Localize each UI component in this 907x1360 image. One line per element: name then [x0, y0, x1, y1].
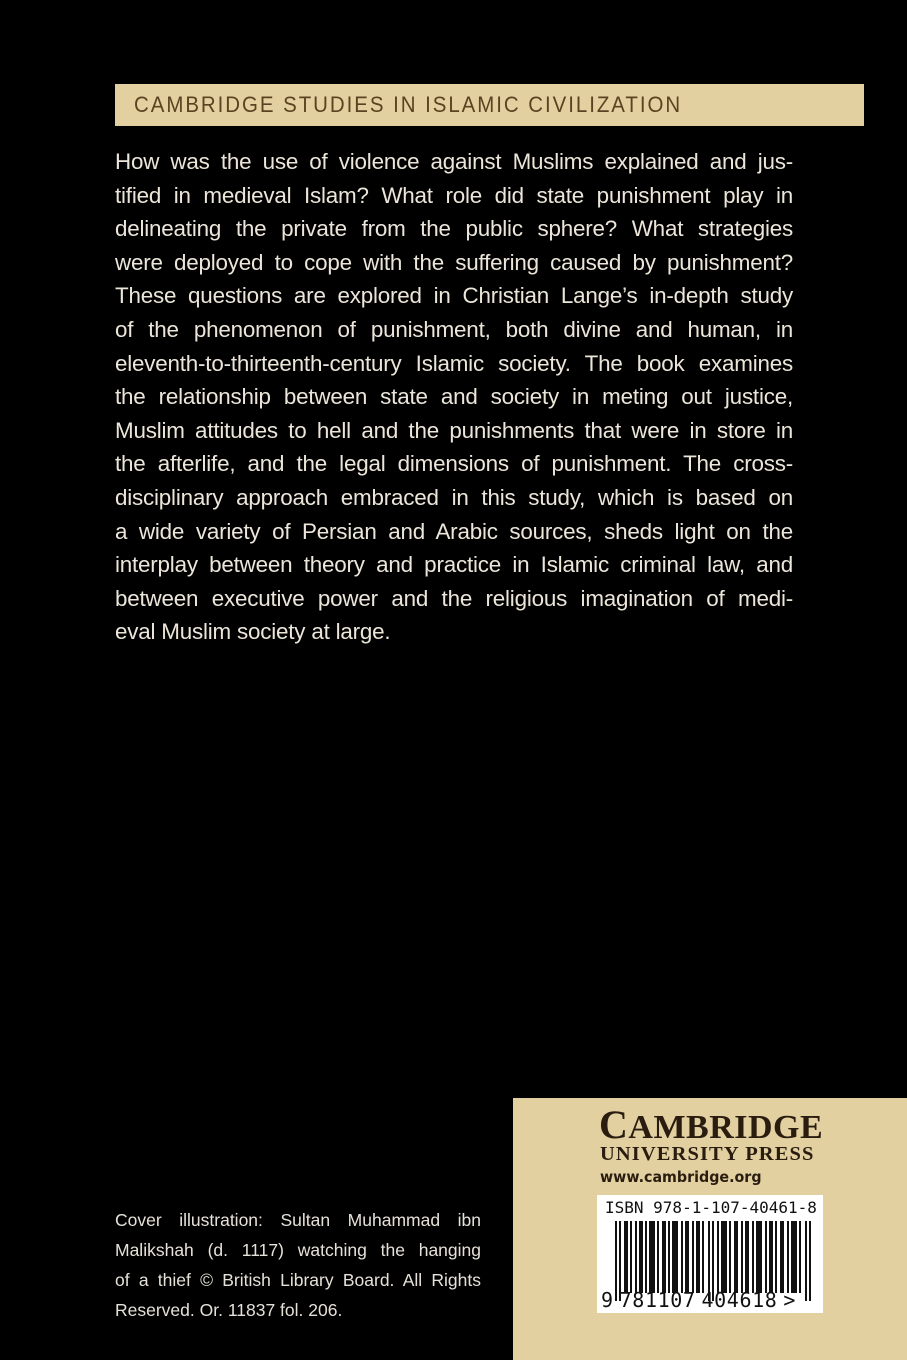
series-band — [115, 84, 864, 126]
blurb-line: Muslim attitudes to hell and the punishments that were in store in — [115, 417, 793, 443]
publisher-subtitle: UNIVERSITY PRESS — [600, 1143, 815, 1165]
credit-line: Malikshah (d. 1117) watching the hanging — [115, 1240, 481, 1260]
cover-illustration-credit — [115, 1205, 481, 1325]
credit-line: of a thief © British Library Board. All Rights — [115, 1270, 481, 1290]
barcode-digits — [601, 1288, 796, 1312]
blurb-line: tified in medieval Islam? What role did state punishment play in — [115, 182, 793, 208]
credit-line: Cover illustration: Sultan Muhammad ibn — [115, 1210, 481, 1230]
barcode-quiet-zone-marker: > — [783, 1288, 797, 1312]
barcode-digit-group-1: 781107 — [619, 1288, 696, 1312]
series-title: CAMBRIDGE STUDIES IN ISLAMIC CIVILIZATION — [134, 92, 683, 117]
blurb-line: disciplinary approach embraced in this study, which is based on — [115, 484, 793, 510]
blurb-line: How was the use of violence against Muslims explained and jus- — [115, 149, 793, 174]
blurb-line: eval Muslim society at large. — [115, 619, 391, 645]
blurb-line: were deployed to cope with the suffering caused by punishment? — [115, 249, 793, 275]
blurb-line: of the phenomenon of punishment, both divine and human, in — [115, 316, 793, 342]
blurb-line: These questions are explored in Christian Lange’s in-depth study — [115, 283, 793, 309]
barcode-digit-lead: 9 — [601, 1288, 614, 1312]
credit-line: Reserved. Or. 11837 fol. 206. — [115, 1300, 343, 1320]
blurb-line: the relationship between state and society in meting out justice, — [115, 384, 793, 410]
book-blurb — [115, 145, 793, 649]
publisher-name-rest: AMBRIDGE — [628, 1109, 824, 1146]
publisher-logo — [599, 1102, 824, 1147]
blurb-line: a wide variety of Persian and Arabic sources, sheds light on the — [115, 518, 793, 544]
blurb-line: the afterlife, and the legal dimensions of punishment. The cross- — [115, 451, 793, 477]
blurb-line: delineating the private from the public sphere? What strategies — [115, 216, 793, 242]
publisher-name-initial: C — [599, 1102, 629, 1147]
blurb-line: eleventh-to-thirteenth-century Islamic society. The book examines — [115, 350, 793, 376]
isbn-barcode — [597, 1195, 823, 1313]
barcode-digit-group-2: 404618 — [701, 1288, 778, 1312]
blurb-line: between executive power and the religious imagination of medi- — [115, 585, 793, 611]
blurb-line: interplay between theory and practice in Islamic criminal law, and — [115, 552, 793, 578]
publisher-panel — [513, 1098, 907, 1360]
isbn-label: ISBN 978-1-107-40461-8 — [605, 1198, 817, 1217]
publisher-url: www.cambridge.org — [600, 1168, 762, 1186]
